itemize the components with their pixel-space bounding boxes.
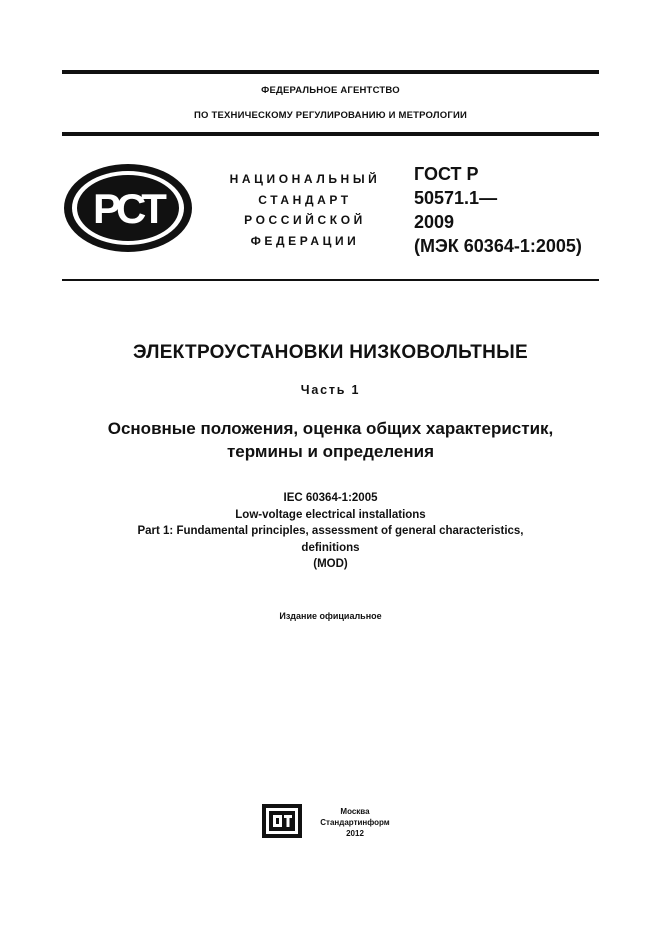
english-line-4: definitions: [301, 541, 360, 554]
subtitle-line-1: Основные положения, оценка общих характеристик,: [107, 419, 554, 438]
english-line-1: IEC 60364-1:2005: [283, 492, 378, 504]
top-rule: [62, 70, 599, 74]
national-standard-block: [210, 169, 400, 251]
national-line-4: ФЕДЕРАЦИИ: [250, 233, 360, 248]
english-line-3: Part 1: Fundamental principles, assessment of general characteristics,: [137, 525, 524, 537]
subtitle-line-2: термины и определения: [226, 442, 435, 461]
national-line-3: РОССИЙСКОЙ: [244, 213, 366, 227]
designation-line-4: (МЭК 60364-1:2005): [414, 236, 582, 256]
publisher-city: Москва: [340, 807, 370, 816]
national-line-1: НАЦИОНАЛЬНЫЙ: [229, 172, 381, 186]
standartinform-logo-icon: [262, 804, 302, 838]
national-line-2: СТАНДАРТ: [258, 192, 352, 207]
document-part: Часть 1: [300, 383, 361, 397]
publisher-year: 2012: [346, 829, 364, 838]
document-subtitle: [0, 417, 661, 463]
publisher-info: [305, 806, 405, 839]
english-reference: [0, 490, 661, 573]
standard-designation: [414, 162, 582, 258]
designation-line-3: 2009: [414, 212, 455, 232]
agency-line-2: ПО ТЕХНИЧЕСКОМУ РЕГУЛИРОВАНИЮ И МЕТРОЛОГИИ: [194, 110, 467, 121]
designation-line-1: ГОСТ Р: [414, 164, 479, 184]
english-line-2: Low-voltage electrical installations: [235, 508, 426, 521]
designation-line-2: 50571.1—: [414, 188, 498, 208]
designation-bottom-rule: [62, 279, 599, 281]
publisher-name: Стандартинформ: [320, 818, 390, 827]
agency-line-1: ФЕДЕРАЛЬНОЕ АГЕНТСТВО: [261, 85, 400, 96]
rst-certification-mark-icon: [62, 162, 194, 254]
rst-emblem: [62, 162, 194, 254]
emblem-text: РСТ: [93, 185, 163, 232]
document-title: ЭЛЕКТРОУСТАНОВКИ НИЗКОВОЛЬТНЫЕ: [132, 342, 529, 363]
publisher-logo: [262, 804, 302, 838]
edition-label: Издание официальное: [279, 611, 382, 621]
header-bottom-rule: [62, 132, 599, 136]
english-line-5: (MOD): [313, 558, 348, 570]
